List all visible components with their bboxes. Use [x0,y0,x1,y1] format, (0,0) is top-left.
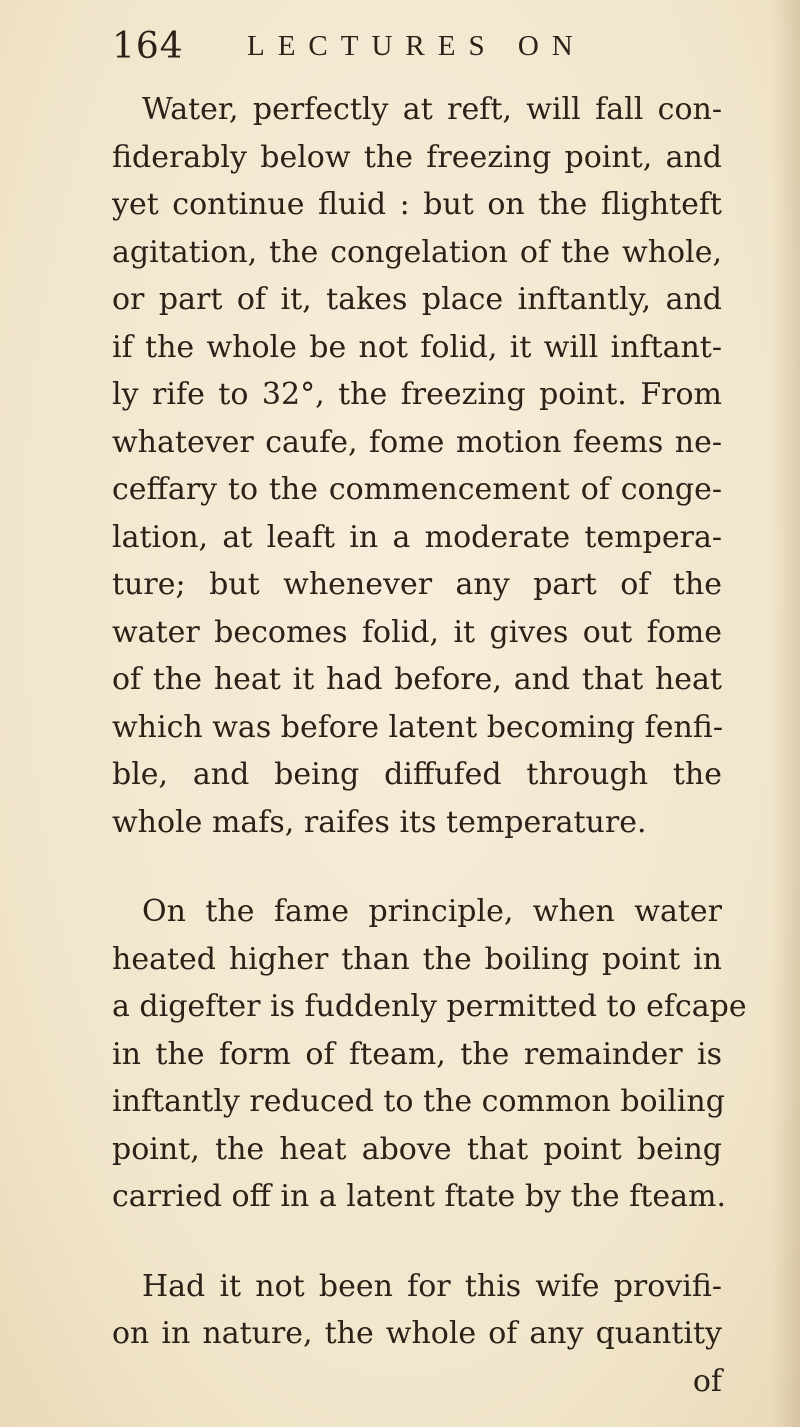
paragraph-gap [112,1221,722,1263]
text-line: yet continue fluid : but on the flighteft [112,187,722,222]
text-line: which was before latent becoming fenfi- [112,709,723,745]
text-line: point, the heat above that point being [112,1131,722,1167]
text-line: inftantly reduced to the common boiling [112,1084,725,1119]
text-line: agitation, the congelation of the whole, [112,234,722,270]
text-line: ceffary to the commencement of conge- [112,472,722,507]
text-line: ly rife to 32°, the freezing point. From [112,377,722,412]
text-line: whatever caufe, fome motion feems ne- [112,424,722,460]
text-line: or part of it, takes place inftantly, and [112,282,722,317]
text-line: in the form of fteam, the remainder is [112,1036,722,1072]
text-line: lation, at leaft in a moderate tempera- [112,519,722,555]
text-line: fiderably below the freezing point, and [112,139,722,175]
paragraph [112,888,747,1221]
text-line: On the fame principle, when water [142,894,722,929]
text-line: ble, and being diffufed through the [112,757,722,792]
paragraph [112,1263,722,1406]
page-number: 164 [112,26,184,67]
text-line: if the whole be not folid, it will inftant- [112,329,722,365]
text-line: heated higher than the boiling point in [112,941,722,977]
text-line: Had it not been for this wife provifi- [142,1268,722,1304]
paragraph-gap [112,846,722,888]
text-line: of the heat it had before, and that heat [112,662,722,697]
page-edge-shadow [772,0,800,1427]
text-line: ture; but whenever any part of the [112,567,722,602]
paragraph [112,86,722,846]
text-line: on in nature, the whole of any quantity [112,1316,722,1351]
text-line: a digefter is fuddenly permitted to efcape [112,989,747,1024]
text-line: Water, perfectly at reft, will fall con- [142,92,722,127]
running-title: LECTURES ON [247,30,586,62]
text-line: whole mafs, raifes its temperature. [112,804,647,840]
catchword: of [692,1363,722,1399]
body-text [112,86,747,1405]
text-line: carried off in a latent ftate by the fteam. [112,1179,726,1214]
text-line: water becomes folid, it gives out fome [112,614,722,650]
page-header [112,22,672,78]
